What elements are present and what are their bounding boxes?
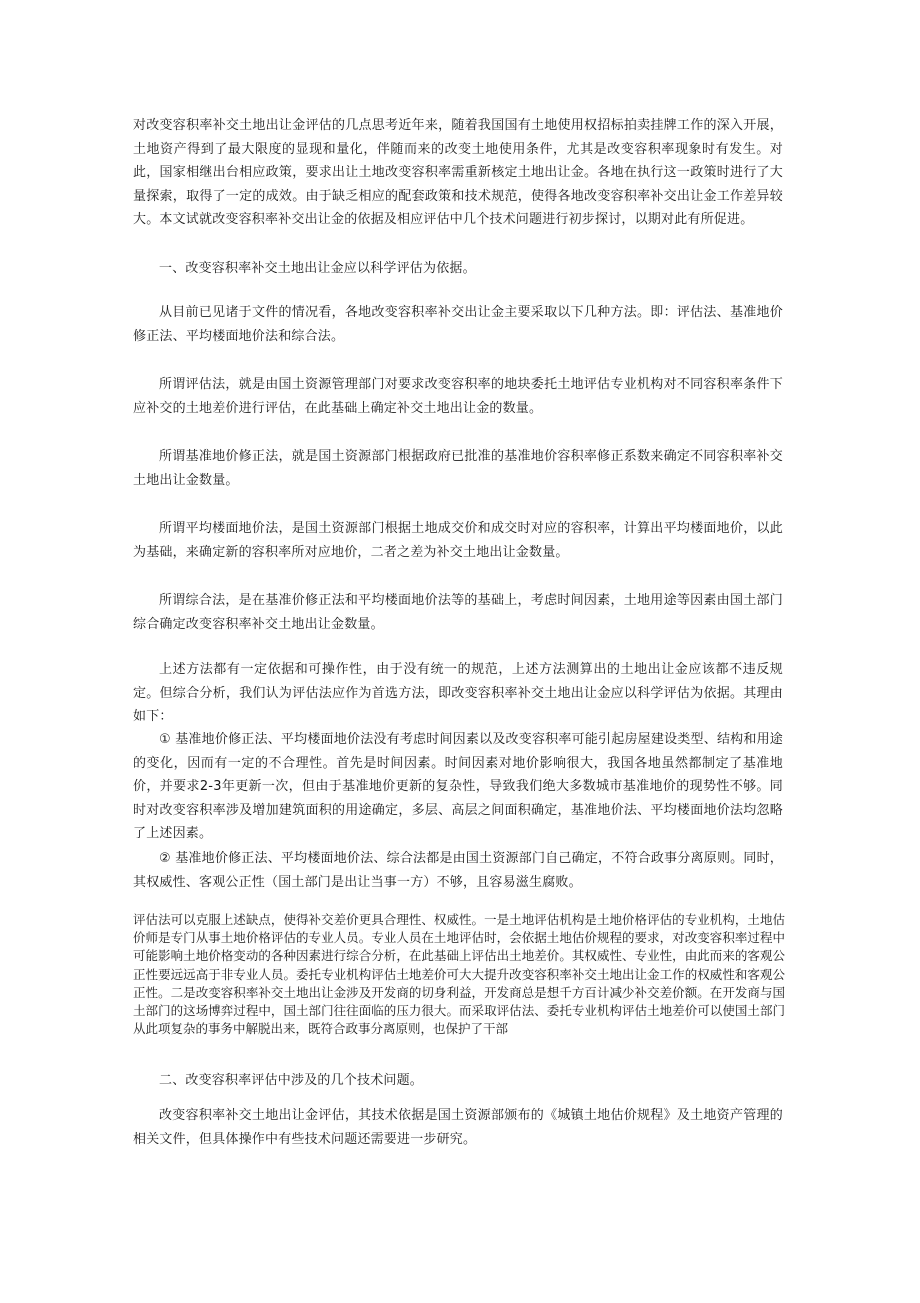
section-heading-1: 一、改变容积率补交土地出让金应以科学评估为依据。	[159, 261, 476, 276]
benchmark-method-paragraph: 所谓基准地价修正法，就是国土资源部门根据政府已批准的基准地价容积率修正系数来确定不同容积率补交土地出让金数量。	[133, 449, 783, 488]
reason-2-paragraph: ② 基准地价修正法、平均楼面地价法、综合法都是由国土资源部门自己确定，不符合政事分离原则。同时，其权威性、客观公正性（国土部门是出让当事一方）不够，且容易滋生腐败。	[133, 851, 783, 890]
composite-method-paragraph: 所谓综合法，是在基准价修正法和平均楼面地价法等的基础上，考虑时间因素，土地用途等因素由国土部门综合确定改变容积率补交土地出让金数量。	[133, 593, 783, 632]
methods-overview-paragraph: 从目前已见诸于文件的情况看，各地改变容积率补交出让金主要采取以下几种方法。即：评估法、基准地价修正法、平均楼面地价法和综合法。	[133, 305, 783, 344]
floor-price-method-paragraph: 所谓平均楼面地价法，是国土资源部门根据土地成交价和成交时对应的容积率，计算出平均楼面地价，以此为基础，来确定新的容积率所对应地价，二者之差为补交土地出让金数量。	[133, 521, 783, 560]
analysis-paragraph: 上述方法都有一定依据和可操作性，由于没有统一的规范，上述方法测算出的土地出让金应该都不违反规定。但综合分析，我们认为评估法应作为首选方法，即改变容积率补交土地出让金应以科学评估为依据。其理由如下：	[133, 662, 783, 724]
appraisal-method-paragraph: 所谓评估法，就是由国土资源管理部门对要求改变容积率的地块委托土地评估专业机构对不同容积率条件下应补交的土地差价进行评估，在此基础上确定补交土地出让金的数量。	[133, 377, 783, 416]
appraisal-advantage-paragraph: 评估法可以克服上述缺点，使得补交差价更具合理性、权威性。一是土地评估机构是土地价格评估的专业机构，土地估价师是专门从事土地价格评估的专业人员。专业人员在土地评估时，会依据土地估价规程的要求，对改变容积率过程中可能影响土地价格变动的各种因素进行综合分析，在此基础上评估出土地差价。其权威性、专业性，由此而来的客观公正性要远远高于非专业人员。委托专业机构评估土地差价可大大提升改变容积率补交土地出让金工作的权威性和客观公正性。二是改变容积率补交土地出让金涉及开发商的切身利益，开发商总是想千方百计减少补交差价额。在开发商与国土部门的这场博弈过程中，国土部门往往面临的压力很大。而采取评估法、委托专业机构评估土地差价可以使国土部门从此项复杂的事务中解脱出来，既符合政事分离原则，也保护了干部	[133, 912, 785, 1037]
intro-paragraph: 对改变容积率补交土地出让金评估的几点思考近年来，随着我国国有土地使用权招标拍卖挂牌工作的深入开展，土地资产得到了最大限度的显现和量化，伴随而来的改变土地使用条件，尤其是改变容积率现象时有发生。对此，国家相继出台相应政策，要求出让土地改变容积率需重新核定土地出让金。各地在执行这一政策时进行了大量探索，取得了一定的成效。由于缺乏相应的配套政策和技术规范，使得各地改变容积率补交出让金工作差异较大。本文试就改变容积率补交出让金的依据及相应评估中几个技术问题进行初步探讨，以期对此有所促进。	[133, 118, 783, 227]
technical-basis-paragraph: 改变容积率补交土地出让金评估，其技术依据是国土资源部颁布的《城镇土地估价规程》及土地资产管理的相关文件，但具体操作中有些技术问题还需要进一步研究。	[133, 1108, 783, 1147]
section-heading-2: 二、改变容积率评估中涉及的几个技术问题。	[159, 1073, 424, 1088]
reason-1-paragraph: ① 基准地价修正法、平均楼面地价法没有考虑时间因素以及改变容积率可能引起房屋建设类型、结构和用途的变化，因而有一定的不合理性。首先是时间因素。时间因素对地价影响很大，我国各地虽然都制定了基准地价，并要求2-3年更新一次，但由于基准地价更新的复杂性，导致我们绝大多数城市基准地价的现势性不够。同时对改变容积率涉及增加建筑面积的用途确定，多层、高层之间面积确定，基准地价法、平均楼面地价法均忽略了上述因素。	[133, 732, 783, 841]
